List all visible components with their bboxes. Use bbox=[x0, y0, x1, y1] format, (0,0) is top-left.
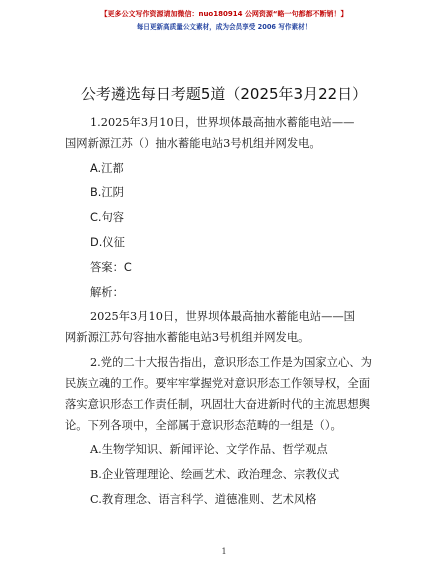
q1-analysis-line-1: 2025年3月10日，世界坝体最高抽水蓄能电站——国 bbox=[90, 310, 355, 323]
page-number: 1 bbox=[221, 547, 227, 556]
q2-stem-line-1: 2.党的二十大报告指出，意识形态工作是为国家立心、为 bbox=[90, 356, 372, 369]
q1-analysis-label: 解析： bbox=[90, 286, 124, 299]
q2-option-a: A.生物学知识、新闻评论、文学作品、哲学观点 bbox=[90, 443, 328, 456]
q1-option-c: C.句容 bbox=[90, 211, 125, 224]
q2-stem-line-2: 民族立魂的工作。要牢牢掌握党对意识形态工作领导权，全面 bbox=[65, 377, 371, 390]
q2-option-c: C.教育理念、语言科学、道德准则、艺术风格 bbox=[90, 493, 317, 506]
q1-analysis-line-2: 网新源江苏句容抽水蓄能电站3号机组并网发电。 bbox=[65, 331, 310, 344]
promo-banner-line-2: 每日更新高质量公文素材，成为会员享受 2006 写作素材！ bbox=[136, 23, 312, 31]
q1-option-b: B.江阴 bbox=[90, 186, 124, 199]
q1-option-d: D.仪征 bbox=[90, 236, 125, 249]
promo-banner-line-1: 【更多公文写作资源请加微信：nuo180914 公网资源“略一句都都不断销！】 bbox=[100, 10, 348, 18]
q2-stem-line-3: 落实意识形态工作责任制，巩固壮大奋进新时代的主流思想舆 bbox=[65, 398, 371, 411]
q1-answer: 答案：C bbox=[90, 261, 132, 274]
q1-option-a: A.江都 bbox=[90, 162, 124, 175]
document-title: 公考遴选每日考题5道（2025年3月22日） bbox=[80, 85, 368, 103]
q2-stem-line-4: 论。下列各项中，全部属于意识形态范畴的一组是（）。 bbox=[65, 419, 342, 432]
q1-stem-line-1: 1.2025年3月10日，世界坝体最高抽水蓄能电站—— bbox=[90, 116, 355, 129]
q1-stem-line-2: 国网新源江苏（）抽水蓄能电站3号机组并网发电。 bbox=[65, 137, 321, 150]
q2-option-b: B.企业管理理论、绘画艺术、政治理念、宗教仪式 bbox=[90, 468, 340, 481]
